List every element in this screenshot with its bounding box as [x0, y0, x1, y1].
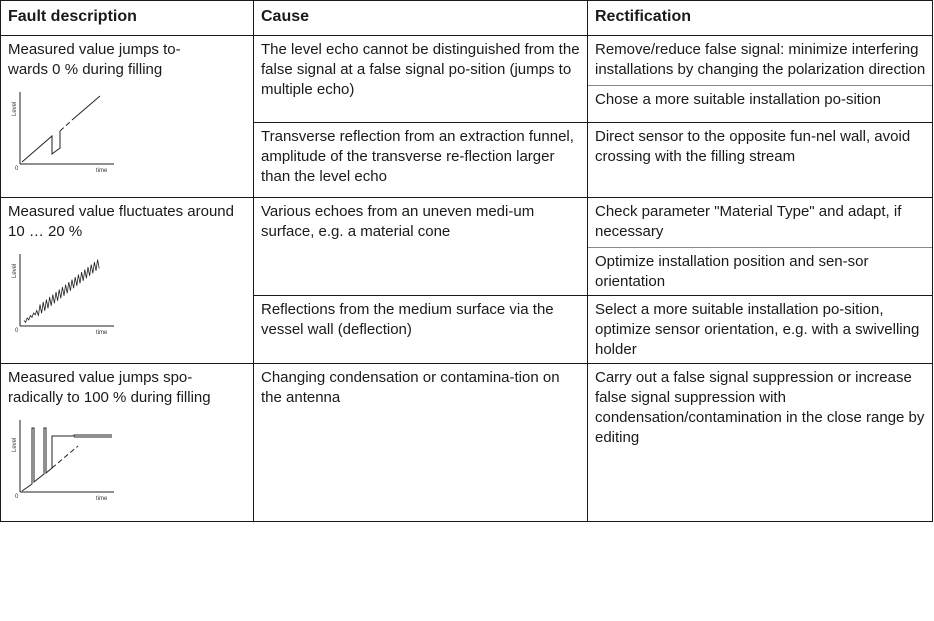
cause-cell: Changing condensation or contamina-tion on the antenna [254, 364, 588, 522]
fault-text: Measured value fluctuates around 10 … 20 % [8, 203, 234, 240]
axis-x-label: time [96, 496, 108, 502]
fault-text: Measured value jumps spo-radically to 100 % during filling [8, 369, 211, 406]
level-curve [22, 131, 60, 162]
table-row [1, 36, 933, 123]
table-row [1, 198, 933, 296]
fault-cell [1, 36, 254, 198]
rectification-cell: Direct sensor to the opposite fun-nel wall, avoid crossing with the filling stream [588, 122, 933, 197]
axis-y-label: Level [12, 437, 18, 452]
table-header-row [1, 1, 933, 36]
fault-text: Measured value jumps to- wards 0 % during filling [8, 41, 181, 78]
axis-origin: 0 [15, 328, 19, 334]
axis-y-label: Level [12, 101, 18, 116]
axis-x-label: time [96, 330, 108, 336]
level-curve-noisy [24, 260, 99, 323]
header-rectification: Rectification [588, 1, 933, 36]
header-cause: Cause [254, 1, 588, 36]
header-fault-description: Fault description [1, 1, 254, 36]
axis-x-label: time [96, 168, 108, 174]
remedy-text: Check parameter "Material Type" and adapt, if necessary [595, 203, 902, 240]
cause-cell: Transverse reflection from an extraction funnel, amplitude of the transverse re-flection larger than the level echo [254, 122, 588, 197]
fault-diagram [8, 414, 247, 504]
axis-origin: 0 [15, 166, 19, 172]
fault-diagram [8, 86, 247, 176]
cause-cell: The level echo cannot be distinguished from the false signal at a false signal po-sition (jumps to multiple echo) [254, 36, 588, 123]
remedy-text: Chose a more suitable installation po-sition [595, 91, 881, 108]
fault-cell [1, 198, 254, 364]
axis-origin: 0 [15, 494, 19, 500]
rectification-cell [588, 36, 933, 123]
cause-cell: Reflections from the medium surface via the vessel wall (deflection) [254, 296, 588, 364]
remedy-text: Remove/reduce false signal: minimize interfering installations by changing the polarization direction [595, 41, 926, 78]
cause-cell: Various echoes from an uneven medi-um surface, e.g. a material cone [254, 198, 588, 296]
rectification-cell [588, 198, 933, 296]
fault-cell [1, 364, 254, 522]
remedy-text: Optimize installation position and sen-sor orientation [595, 253, 869, 290]
remedy-divider [588, 85, 932, 86]
table-row [1, 364, 933, 522]
fault-diagram [8, 248, 247, 338]
remedy-divider [588, 247, 932, 248]
rectification-cell: Select a more suitable installation po-sition, optimize sensor orientation, e.g. with a swivelling holder [588, 296, 933, 364]
axis-y-label: Level [12, 263, 18, 278]
rectification-cell: Carry out a false signal suppression or increase false signal suppression with condensation/contamination in the close range by editing [588, 364, 933, 522]
